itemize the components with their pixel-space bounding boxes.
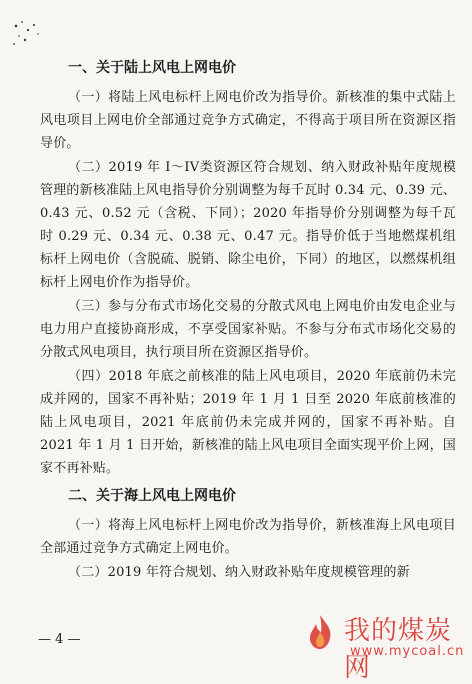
section-1-paragraph-4: （四）2018 年底之前核准的陆上风电项目，2020 年底前仍未完成并网的，国家不再补贴；2019 年 1 月 1 日至 2020 年底前核准的陆上风电项目，2021 年底前仍未完成并网的，国家不再补贴。自 2021 年 1 月 1 日开始，新核准的陆上风电项目全面实现平价上网，国家不再补贴。 <box>40 369 456 476</box>
watermark-url: www.mycoal.cn <box>350 644 465 659</box>
watermark <box>300 610 470 683</box>
section-2-paragraph-2: （二）2019 年符合规划、纳入财政补贴年度规模管理的新 <box>68 565 410 580</box>
document-body <box>40 58 456 585</box>
section-2-paragraph-1: （一）将海上风电标杆上网电价改为指导价，新核准海上风电项目全部通过竞争方式确定上网电价。 <box>40 518 456 556</box>
scan-specks-decoration <box>10 18 50 58</box>
section-1-paragraph-2: （二）2019 年 I～IV类资源区符合规划、纳入财政补贴年度规模管理的新核准陆上风电指导价分别调整为每千瓦时 0.34 元、0.39 元、0.43 元、0.52 元（含税、下同）；2020 年指导价分别调整为每千瓦时 0.29 元、0.34 元、0.38 元、0.47 元。指导价低于当地燃煤机组标杆上网电价（含脱硫、脱销、除尘电价，下同）的地区，以燃煤机组标杆上网电价作为指导价。 <box>40 160 456 290</box>
page-number: — 4 — <box>38 632 81 647</box>
section-1-paragraph-1: （一）将陆上风电标杆上网电价改为指导价。新核准的集中式陆上风电项目上网电价全部通过竞争方式确定，不得高于项目所在资源区指导价。 <box>40 90 456 151</box>
section-2-heading: 二、关于海上风电上网电价 <box>68 488 236 504</box>
flame-logo-icon <box>300 612 340 652</box>
section-1-heading: 一、关于陆上风电上网电价 <box>68 60 236 76</box>
section-1-paragraph-3: （三）参与分布式市场化交易的分散式风电上网电价由发电企业与电力用户直接协商形成，不享受国家补贴。不参与分布式市场化交易的分散式风电项目，执行项目所在资源区指导价。 <box>40 299 456 360</box>
watermark-text: 我的煤炭网 <box>344 616 453 683</box>
